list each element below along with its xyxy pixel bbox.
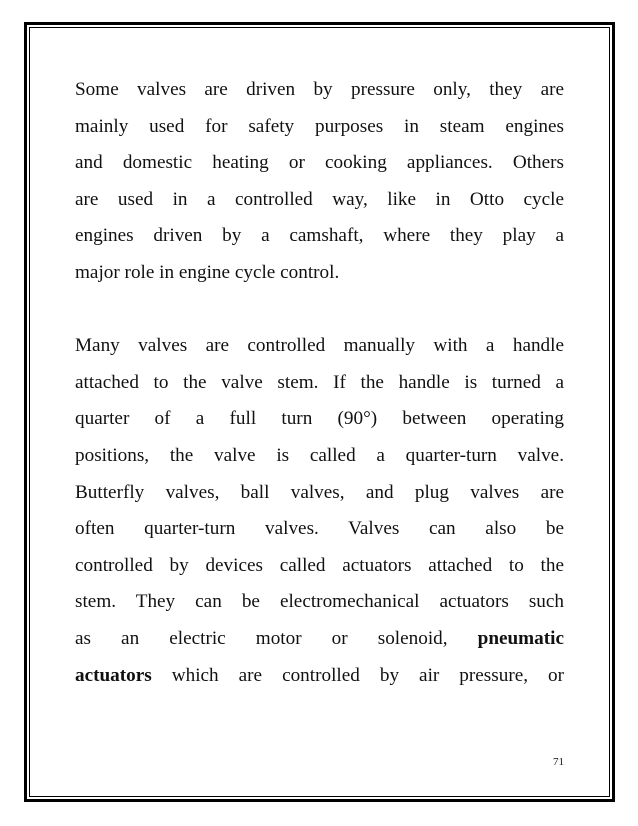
text-line (75, 658, 564, 695)
text-line: major role in engine cycle control. (75, 261, 340, 283)
text-line: quarter of a full turn (90°) between operating (75, 408, 564, 430)
text-line: Butterfly valves, ball valves, and plug valves are (75, 481, 564, 503)
text-line: positions, the valve is called a quarter-turn valve. (75, 444, 564, 466)
page-number: 71 (553, 756, 564, 768)
paragraph-1 (75, 72, 564, 292)
bold-term: pneumatic (477, 627, 564, 649)
document-body (75, 72, 564, 694)
text-line: stem. They can be electromechanical actuators such (75, 591, 564, 613)
text-line (75, 621, 564, 658)
text-line: Many valves are controlled manually with a handle (75, 335, 564, 357)
bold-term: actuators (75, 664, 152, 686)
text-line: Some valves are driven by pressure only, they are (75, 79, 564, 100)
paragraph-gap (75, 292, 564, 329)
text-line: often quarter-turn valves. Valves can also be (75, 518, 564, 540)
paragraph-2 (75, 328, 564, 694)
text-line: and domestic heating or cooking appliances. Others (75, 152, 564, 174)
text-line: engines driven by a camshaft, where they play a (75, 225, 564, 247)
text-line: mainly used for safety purposes in steam engines (75, 115, 564, 137)
text-line: are used in a controlled way, like in Otto cycle (75, 188, 564, 210)
text-line: attached to the valve stem. If the handle is turned a (75, 371, 564, 393)
text-segment: which are controlled by air pressure, or (171, 664, 565, 686)
text-line: controlled by devices called actuators attached to the (75, 554, 564, 576)
text-segment: as an electric motor or solenoid, (75, 627, 448, 649)
